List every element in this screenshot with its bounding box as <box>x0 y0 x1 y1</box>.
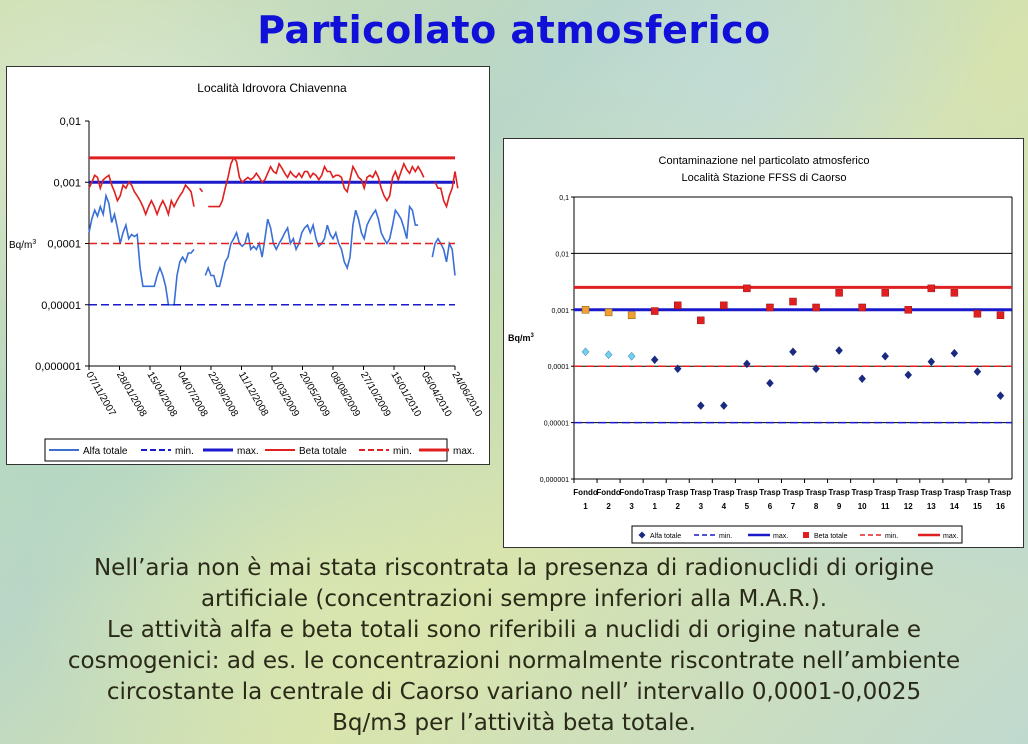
point-beta <box>882 289 889 296</box>
point-alfa <box>997 392 1004 400</box>
point-alfa <box>882 352 889 360</box>
x-tick-label: 15/01/2010 <box>388 370 423 419</box>
point-beta <box>951 289 958 296</box>
x-tick-number: 1 <box>583 502 588 511</box>
y-axis-label: $Bq/m^3$ <box>9 239 37 251</box>
point-beta <box>790 298 797 305</box>
series-line-beta <box>89 158 458 214</box>
y-tick-label: 0,00001 <box>41 299 81 312</box>
chart-chiavenna <box>7 67 491 466</box>
x-tick-label: Trasp <box>805 488 827 497</box>
point-beta <box>928 285 935 292</box>
x-tick-label: 28/01/2008 <box>113 370 149 419</box>
x-tick-label: 08/08/2009 <box>327 370 362 419</box>
legend-label: Beta totale <box>299 446 347 457</box>
legend-swatch <box>803 532 809 538</box>
body-line-6: Bq/m3 per l’attività beta totale. <box>332 710 696 736</box>
x-tick-label: Trasp <box>943 488 966 497</box>
y-axis-label: $Bq/m^3$ <box>508 333 534 343</box>
point-beta <box>582 306 589 313</box>
x-tick-number: 14 <box>949 502 959 511</box>
point-beta <box>997 312 1004 319</box>
x-tick-number: 3 <box>629 502 634 511</box>
body-text <box>0 553 1028 739</box>
y-tick-label: 0,1 <box>559 195 569 202</box>
point-beta <box>697 317 704 324</box>
y-tick-label: 0,0001 <box>47 238 81 251</box>
x-tick-label: Trasp <box>667 488 689 497</box>
legend-label: Beta totale <box>814 533 848 540</box>
x-tick-number: 4 <box>721 502 727 511</box>
x-tick-label: 27/10/2009 <box>357 370 393 419</box>
point-beta <box>974 310 981 317</box>
chart-panel-chiavenna <box>6 66 490 465</box>
point-beta <box>905 306 912 313</box>
body-line-2: artificiale (concentrazioni sempre inferiori alla M.A.R.). <box>200 586 828 612</box>
x-tick-label: Trasp <box>736 488 758 497</box>
x-tick-number: 7 <box>790 502 796 511</box>
x-tick-number: 2 <box>606 502 611 511</box>
point-beta <box>628 312 635 319</box>
x-tick-number: 16 <box>996 502 1005 511</box>
point-alfa <box>605 351 612 359</box>
x-tick-number: 12 <box>903 502 913 511</box>
x-tick-label: 11/12/2008 <box>235 370 271 419</box>
x-tick-label: Trasp <box>759 488 781 497</box>
legend-label: min. <box>885 533 899 540</box>
legend-label: min. <box>393 446 412 457</box>
body-line-3: Le attività alfa e beta totali sono riferibili a nuclidi di origine naturale e <box>106 617 922 643</box>
y-tick-label: 0,000001 <box>35 361 81 373</box>
chart-title: Località Idrovora Chiavenna <box>197 81 347 95</box>
point-beta <box>766 304 773 311</box>
x-tick-label: 05/04/2010 <box>418 370 454 419</box>
point-alfa <box>720 402 727 410</box>
x-tick-label: Trasp <box>828 488 850 497</box>
x-tick-number: 8 <box>813 502 819 511</box>
body-line-5: circostante la centrale di Caorso variano nell’ intervallo 0,0001-0,0025 <box>106 679 922 705</box>
legend-label: Alfa totale <box>83 446 128 457</box>
x-tick-number: 11 <box>880 502 890 511</box>
x-tick-number: 5 <box>744 502 750 511</box>
x-tick-label: Trasp <box>690 488 712 497</box>
x-tick-label: Fondo <box>619 488 644 497</box>
legend <box>45 439 475 461</box>
point-alfa <box>859 375 866 383</box>
point-alfa <box>582 348 589 356</box>
series-line-alfa <box>89 196 455 305</box>
point-beta <box>743 285 750 292</box>
x-tick-number: 10 <box>857 502 867 511</box>
legend-label: max. <box>773 533 789 540</box>
x-tick-label: Trasp <box>713 488 735 497</box>
y-tick-label: 0,00001 <box>543 420 569 428</box>
chart-panel-caorso <box>503 138 1024 548</box>
point-beta <box>859 304 866 311</box>
point-alfa <box>974 368 981 376</box>
x-tick-label: Trasp <box>897 488 919 497</box>
x-tick-label: 22/09/2008 <box>205 370 240 419</box>
y-tick-label: 0,001 <box>551 307 569 315</box>
point-alfa <box>836 346 843 354</box>
x-tick-number: 6 <box>767 502 773 511</box>
x-tick-label: Trasp <box>874 488 896 497</box>
chart-caorso <box>504 139 1025 549</box>
x-tick-label: Trasp <box>782 488 804 497</box>
point-alfa <box>790 348 797 356</box>
x-tick-label: Fondo <box>596 488 621 497</box>
x-tick-label: 20/05/2009 <box>296 370 332 419</box>
x-tick-number: 9 <box>836 502 842 511</box>
legend-label: min. <box>719 533 733 540</box>
point-alfa <box>951 349 958 357</box>
x-tick-number: 3 <box>698 502 704 511</box>
x-tick-number: 1 <box>652 502 657 511</box>
x-tick-number: 2 <box>675 502 680 511</box>
legend-label: max. <box>943 533 959 540</box>
x-tick-label: 24/06/2010 <box>449 370 484 419</box>
legend <box>632 526 962 543</box>
point-beta <box>720 302 727 309</box>
y-tick-label: 0,01 <box>555 251 569 259</box>
chart-subtitle: Località Stazione FFSS di Caorso <box>681 172 847 184</box>
point-beta <box>836 289 843 296</box>
x-tick-label: 07/11/2007 <box>83 370 118 419</box>
y-tick-label: 0,0001 <box>547 364 569 372</box>
x-tick-label: 04/07/2008 <box>174 370 210 419</box>
point-alfa <box>697 402 704 410</box>
point-alfa <box>651 356 658 364</box>
chart-title: Contaminazione nel particolato atmosferico <box>658 155 870 167</box>
y-tick-label: 0,000001 <box>539 477 569 484</box>
x-tick-label: 15/04/2008 <box>144 370 179 419</box>
x-tick-label: 01/03/2009 <box>266 370 301 419</box>
body-line-1: Nell’aria non è mai stata riscontrata la presenza di radionuclidi di origine <box>93 555 935 581</box>
point-beta <box>813 304 820 311</box>
x-tick-number: 15 <box>972 502 982 511</box>
x-tick-label: Trasp <box>966 488 989 497</box>
point-alfa <box>928 358 935 366</box>
y-tick-label: 0,01 <box>59 116 81 128</box>
point-beta <box>605 309 612 316</box>
x-tick-label: Trasp <box>989 488 1012 497</box>
legend-label: min. <box>175 446 194 457</box>
x-tick-label: Trasp <box>644 488 666 497</box>
x-tick-number: 13 <box>926 502 936 511</box>
point-beta <box>651 308 658 315</box>
body-line-4: cosmogenici: ad es. le concentrazioni normalmente riscontrate nell’ambiente <box>67 648 961 674</box>
legend-label: max. <box>453 446 475 457</box>
point-alfa <box>905 371 912 379</box>
point-beta <box>674 302 681 309</box>
legend-label: max. <box>237 446 259 457</box>
x-tick-label: Trasp <box>920 488 942 497</box>
y-tick-label: 0,001 <box>53 177 81 190</box>
legend-label: Alfa totale <box>650 533 682 540</box>
x-tick-label: Fondo <box>573 488 598 497</box>
point-alfa <box>766 379 773 387</box>
legend-box <box>632 526 962 543</box>
x-tick-label: Trasp <box>851 488 873 497</box>
page-title: Particolato atmosferico <box>257 8 771 52</box>
point-alfa <box>628 352 635 360</box>
